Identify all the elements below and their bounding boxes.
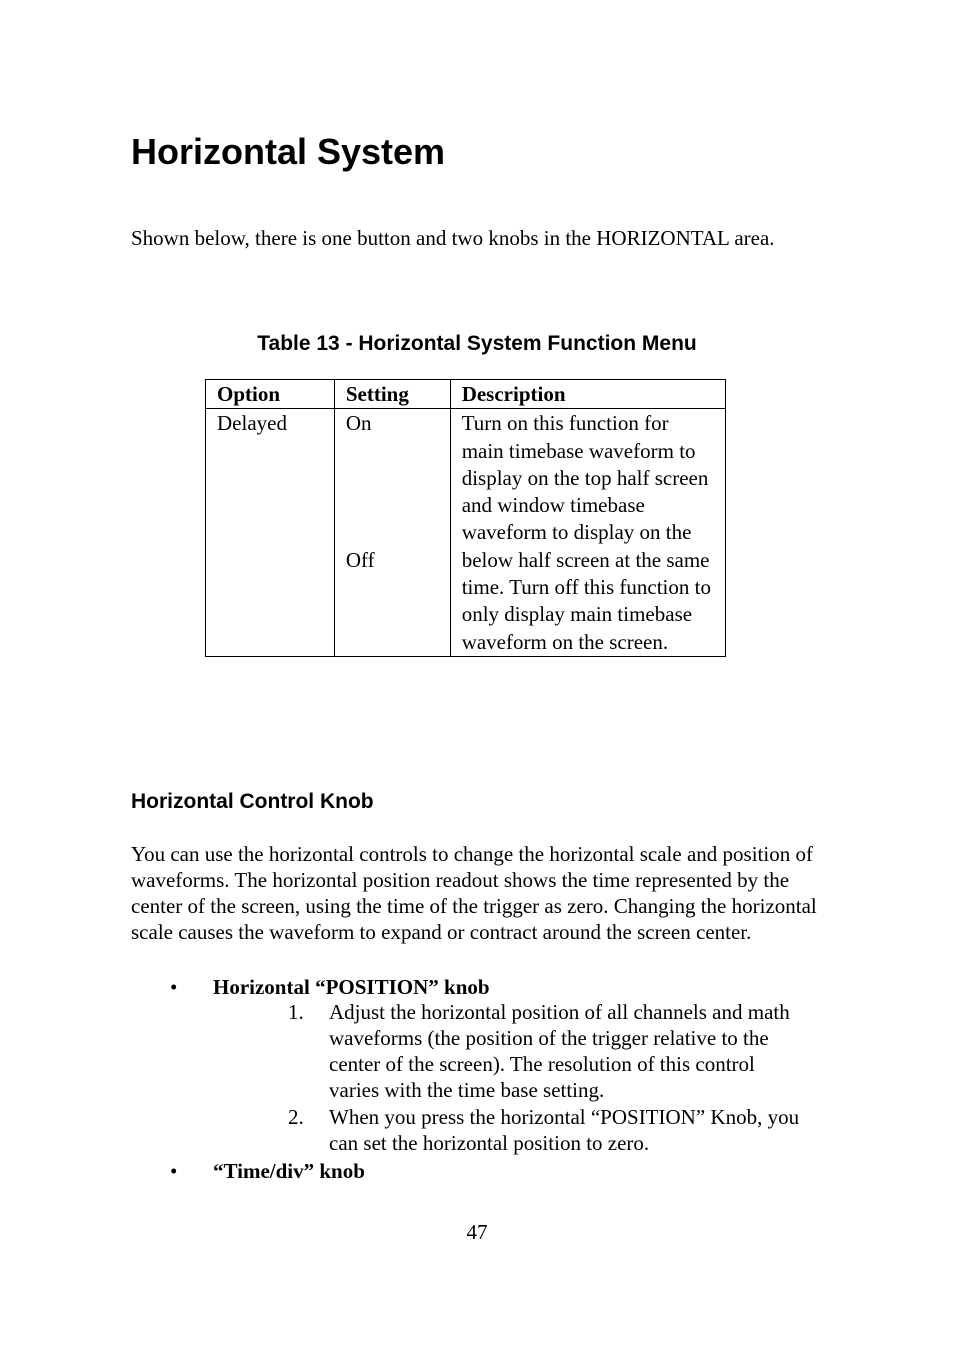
bullet-marker: •	[170, 1159, 178, 1183]
table-caption: Table 13 - Horizontal System Function Menu	[257, 332, 697, 355]
bullet-marker: •	[170, 975, 178, 999]
header-setting: Setting	[334, 380, 450, 409]
item-number: 1.	[288, 1000, 304, 1024]
bullet-label: “Time/div” knob	[213, 1159, 365, 1183]
function-menu-table	[205, 379, 726, 657]
page-number: 47	[466, 1220, 488, 1244]
table-row	[206, 409, 726, 657]
item-text: Adjust the horizontal position of all channels and math waveforms (the position of the trigger relative to the center of the screen). The resolution of this control varies with the time base setting.	[329, 1000, 790, 1102]
setting-on: On	[345, 411, 372, 436]
section-paragraph: You can use the horizontal controls to change the horizontal scale and position of waveforms. The horizontal position readout shows the time represented by the center of the screen, using the time of the trigger as zero. Changing the horizontal scale causes the waveform to expand or contract around the screen center.	[131, 842, 817, 944]
item-text: When you press the horizontal “POSITION” Knob, you can set the horizontal position to zero.	[329, 1105, 800, 1155]
section-heading: Horizontal Control Knob	[131, 790, 374, 813]
intro-paragraph: Shown below, there is one button and two knobs in the HORIZONTAL area.	[131, 226, 775, 250]
cell-option: Delayed	[206, 409, 335, 657]
cell-setting	[334, 409, 450, 657]
item-number: 2.	[288, 1105, 304, 1129]
page-title: Horizontal System	[131, 131, 446, 172]
bullet-label: Horizontal “POSITION” knob	[213, 975, 490, 999]
setting-off: Off	[345, 547, 375, 572]
table-header-row	[206, 380, 726, 409]
header-option: Option	[206, 380, 335, 409]
header-description: Description	[450, 380, 725, 409]
cell-description: Turn on this function for main timebase waveform to display on the top half screen and window timebase waveform to display on the below half screen at the same time. Turn off this function to only display main timebase waveform on the screen.	[450, 409, 725, 657]
